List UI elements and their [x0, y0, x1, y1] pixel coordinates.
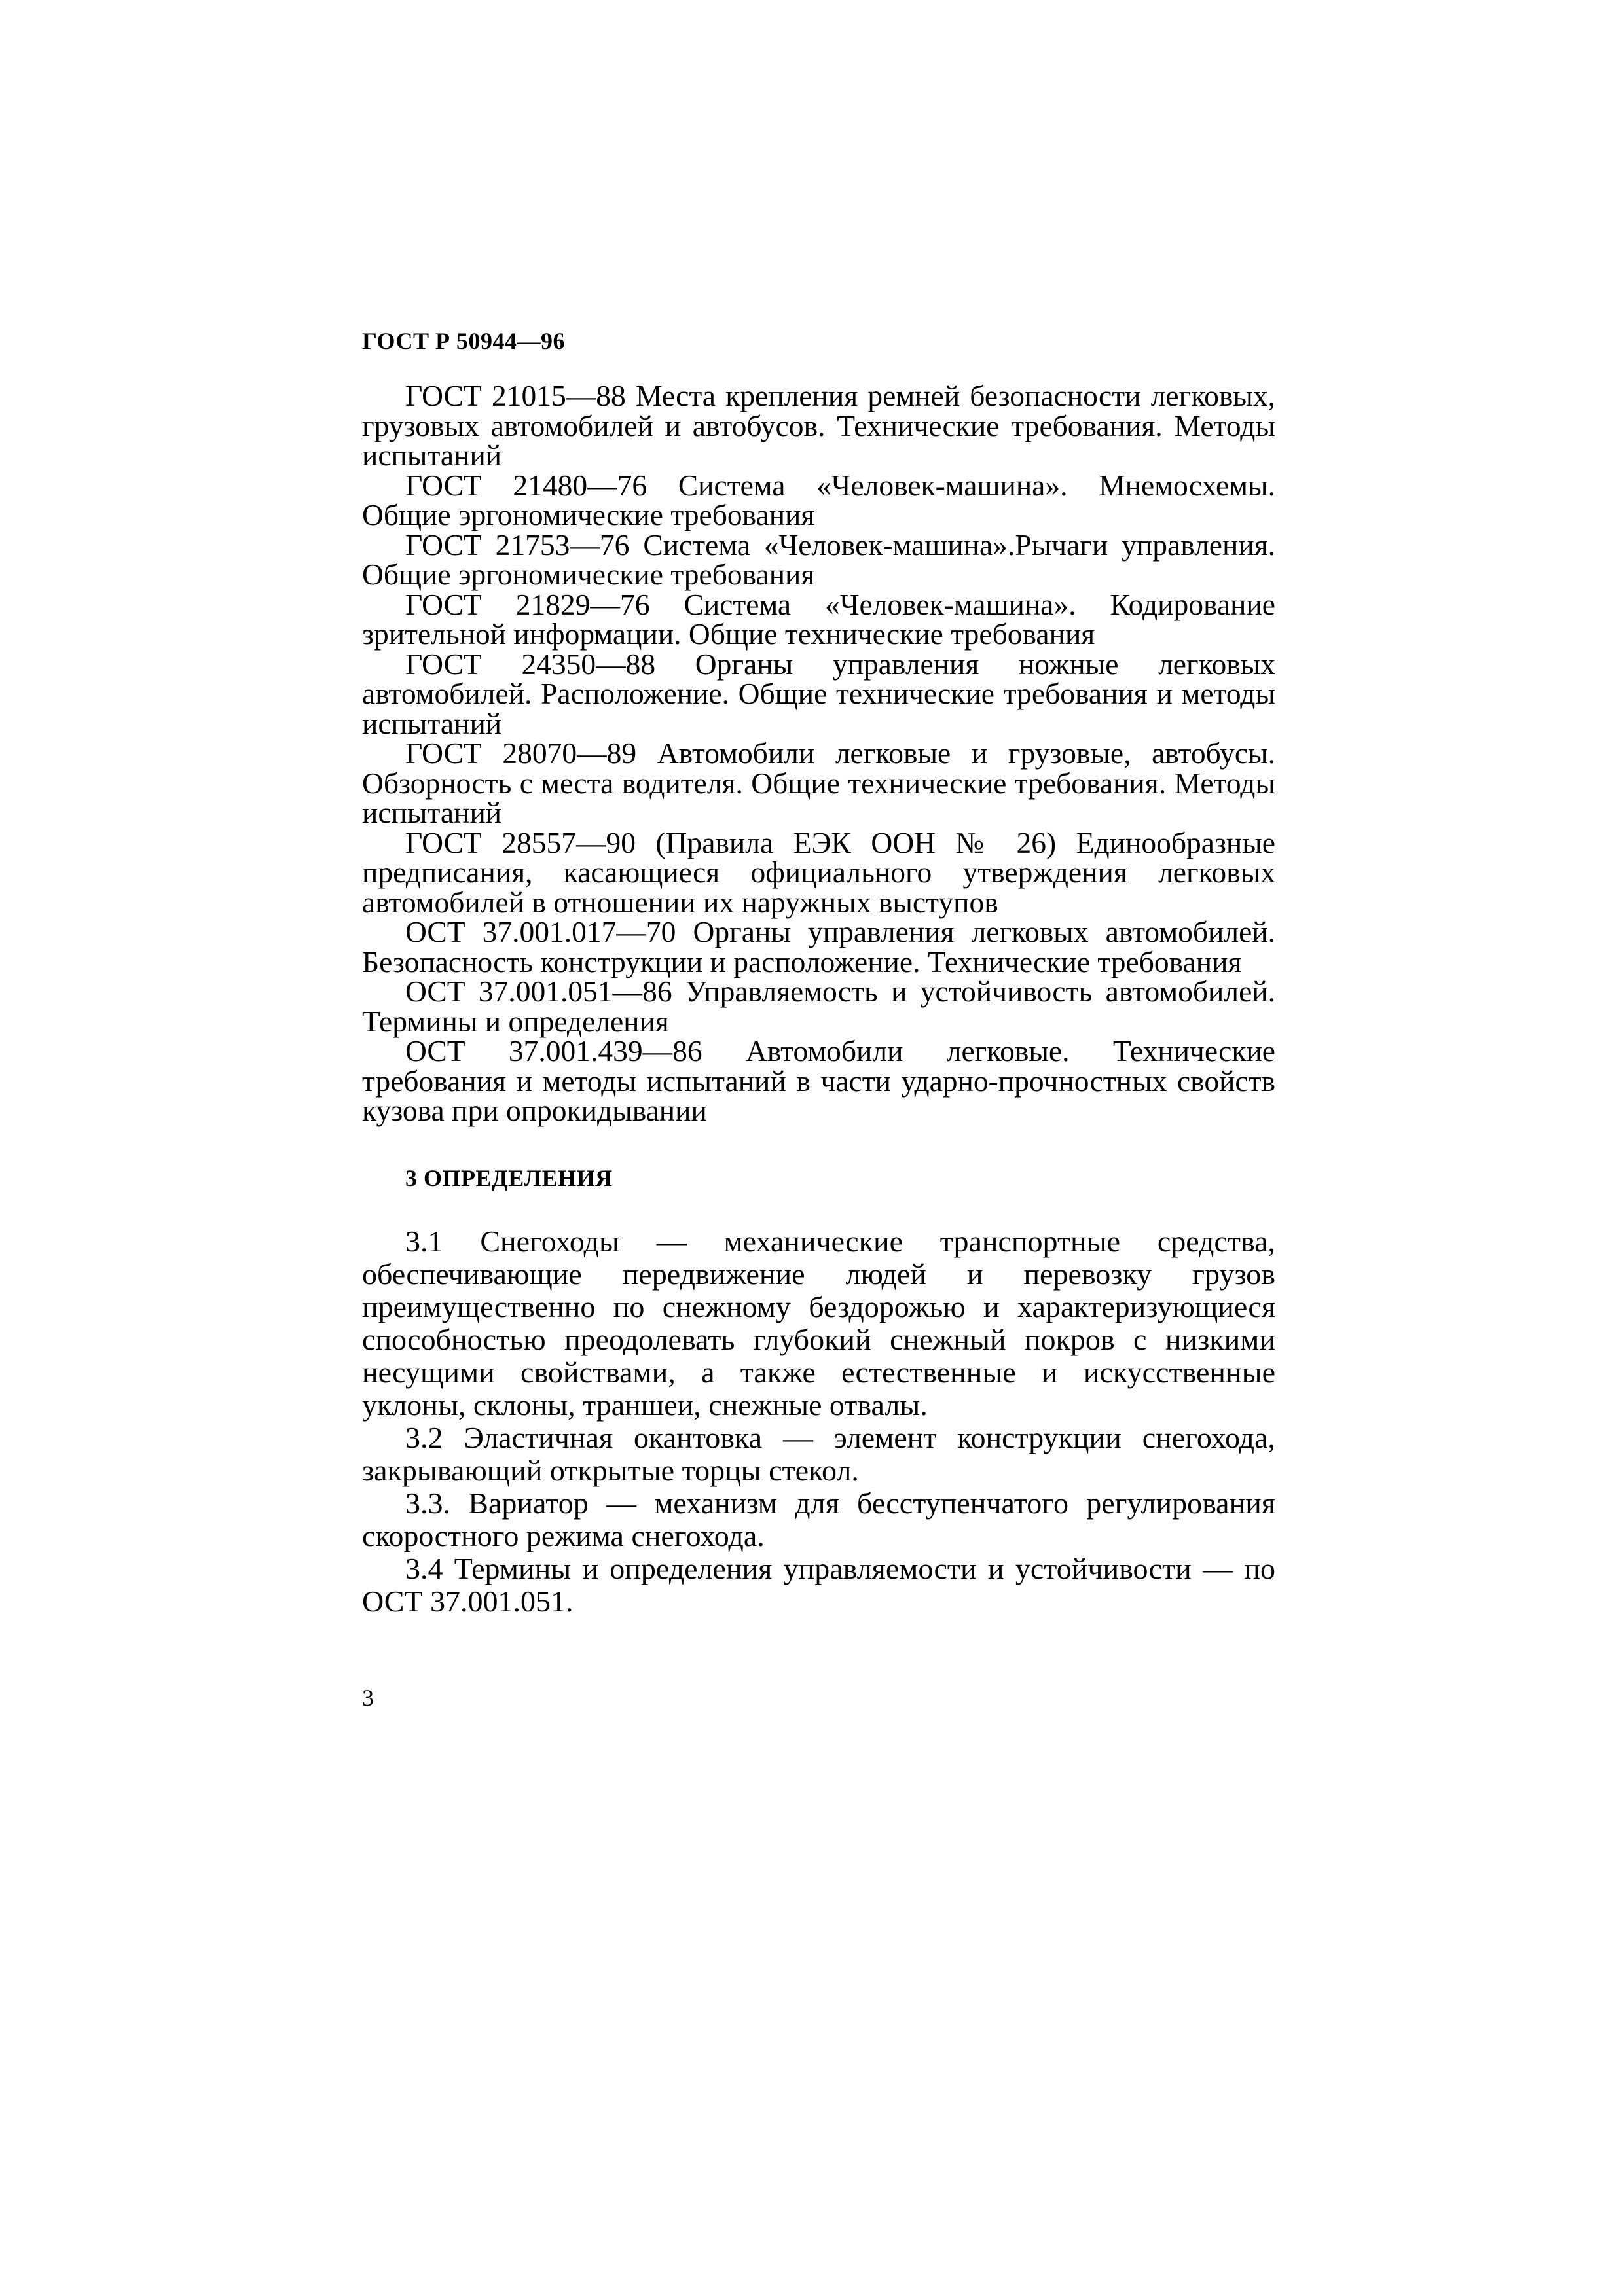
reference-item: ОСТ 37.001.051—86 Управляемость и устойчивость автомобилей. Термины и определения	[362, 975, 1275, 1038]
section-heading: 3 ОПРЕДЕЛЕНИЯ	[405, 1164, 613, 1191]
document-header: ГОСТ Р 50944—96	[362, 328, 565, 354]
reference-item: ГОСТ 28557—90 (Правила ЕЭК ООН № 26) Единообразные предписания, касающиеся официального утверждения легковых автомобилей в отношении их наружных выступов	[362, 825, 1275, 919]
definition-item: 3.2 Эластичная окантовка — элемент конструкции снегохода, закрывающий открытые торцы стекол.	[362, 1420, 1275, 1487]
reference-item: ГОСТ 21829—76 Система «Человек-машина». Кодирование зрительной информации. Общие технические требования	[362, 587, 1275, 651]
reference-item: ГОСТ 28070—89 Автомобили легковые и грузовые, автобусы. Обзорность с места водителя. Общие технические требования. Методы испытаний	[362, 736, 1275, 829]
reference-item: ГОСТ 21753—76 Система «Человек-машина».Рычаги управления. Общие эргономические требования	[362, 528, 1275, 591]
reference-item: ГОСТ 24350—88 Органы управления ножные легковых автомобилей. Расположение. Общие технические требования и методы испытаний	[362, 647, 1275, 740]
definition-item: 3.1 Снегоходы — механические транспортные средства, обеспечивающие передвижение людей и перевозку грузов преимущественно по снежному бездорожью и характеризующиеся способностью преодолевать глубокий снежный покров с низкими несущими свойствами, а также естественные и искусственные уклоны, склоны, траншеи, снежные отвалы.	[362, 1224, 1275, 1422]
reference-item: ОСТ 37.001.017—70 Органы управления легковых автомобилей. Безопасность конструкции и расположение. Технические требования	[362, 915, 1275, 978]
page-number: 3	[362, 1685, 374, 1711]
reference-item: ГОСТ 21015—88 Места крепления ремней безопасности легковых, грузовых автомобилей и автобусов. Технические требования. Методы испытаний	[362, 379, 1275, 472]
definitions-list	[362, 1225, 1275, 1618]
page-content	[362, 381, 1275, 1618]
definition-item: 3.4 Термины и определения управляемости и устойчивости — по ОСТ 37.001.051.	[362, 1551, 1275, 1618]
reference-item: ОСТ 37.001.439—86 Автомобили легковые. Технические требования и методы испытаний в части ударно-прочностных свойств кузова при опрокидывании	[362, 1034, 1275, 1127]
normative-references-list	[362, 381, 1275, 1126]
reference-item: ГОСТ 21480—76 Система «Человек-машина». Мнемосхемы. Общие эргономические требования	[362, 468, 1275, 531]
definition-item: 3.3. Вариатор — механизм для бесступенчатого регулирования скоростного режима снегохода.	[362, 1486, 1275, 1552]
